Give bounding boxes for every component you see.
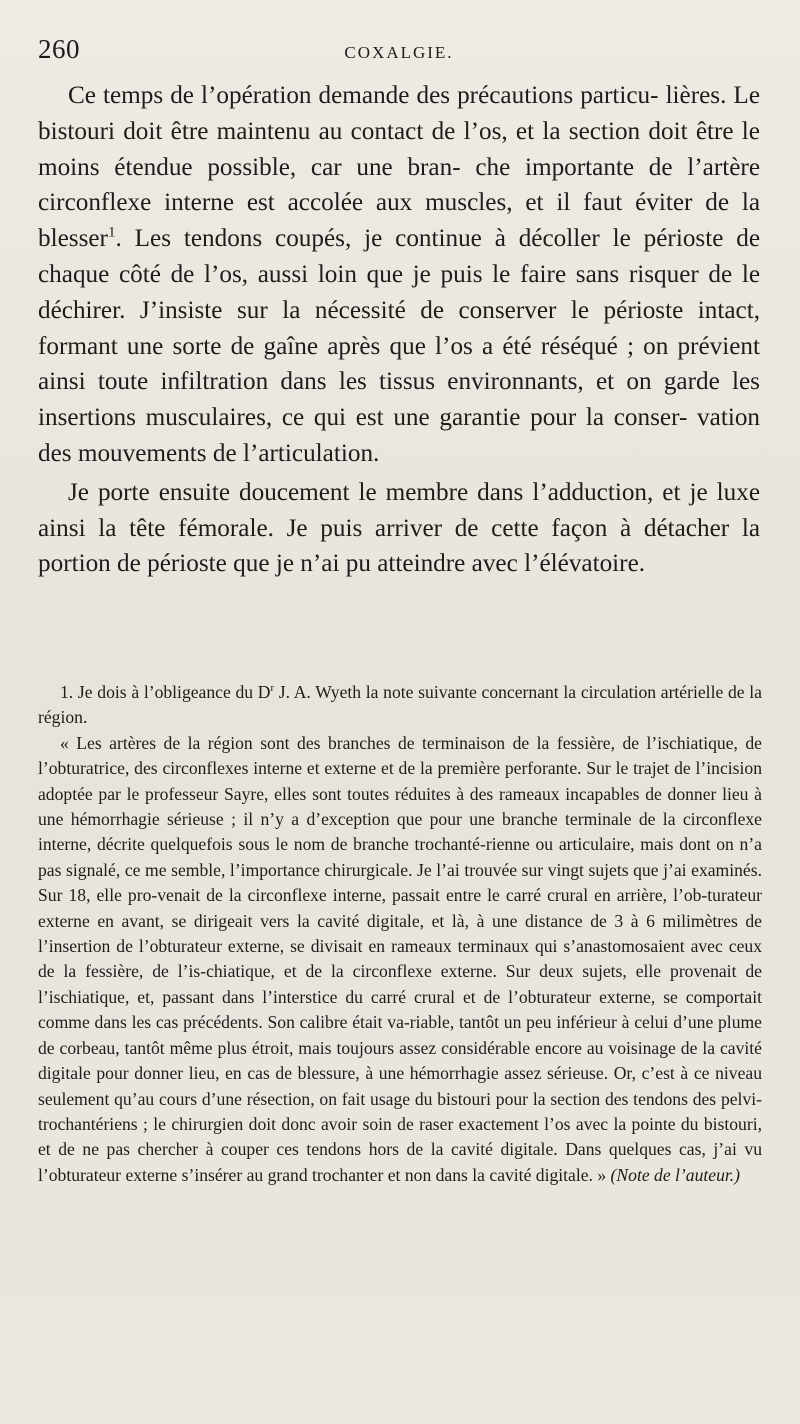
running-title: COXALGIE.	[344, 43, 454, 62]
page-header	[38, 34, 760, 70]
paragraph-2: Je porte ensuite doucement le membre dans l’adduction, et je luxe ainsi la tête fémorale. Je puis arriver de cette façon à détacher la portion de périoste que je n’ai pu atteindre avec l’élévatoire.	[38, 478, 760, 578]
page-number: 260	[38, 34, 80, 64]
footnote-ref: 1	[107, 224, 116, 241]
footnote-1: 1. Je dois à l’obligeance du $D^r$ J. A. Wyeth la note suivante concernant la circulation artérielle de la région.	[38, 682, 762, 728]
footnote-attribution: (Note de l’auteur.)	[610, 1164, 741, 1185]
footnote	[38, 680, 762, 1188]
main-text	[38, 78, 760, 582]
paragraph-1: Ce temps de l’opération demande des précautions particu- lières. Le bistouri doit être maintenu au contact de l’os, et la section doit être le moins étendue possible, car une bran- che importante de l’artère circonflexe interne est accolée aux muscles, et il faut éviter de la blesser$^1$. Les tendons coupés, je continue à décoller le périoste de chaque côté de l’os, aussi loin que je puis le faire sans risquer de le déchirer. J’insiste sur la nécessité de conserver le périoste intact, formant une sorte de gaîne après que l’os a été réséqué ; on prévient ainsi toute infiltration dans les tissus environnants, et on garde les insertions musculaires, ce qui est une garantie pour la conser- vation des mouvements de l’articulation.	[38, 82, 761, 467]
footnote-quote: « Les artères de la région sont des branches de terminaison de la fessière, de l’ischiatique, de l’obturatrice, des circonflexes interne et externe et de la première perforante. Sur le trajet de l’incision adoptée par le professeur Sayre, elles sont toutes réduites à des rameaux incapables de donner lieu à une hémorrhagie sérieuse ; il n’y a d’exception que pour une branche terminale de la circonflexe interne, décrite quelquefois sous le nom de branche trochanté-rienne ou articulaire, mais dont on n’a pas signalé, ce me semble, l’importance chirurgicale. Je l’ai trouvée sur vingt sujets que j’ai examinés. Sur 18, elle pro-venait de la circonflexe interne, passait entre le carré crural en arrière, l’ob-turateur externe en avant, se dirigeait vers la cavité digitale, et là, à une distance de 3 à 6 milimètres de l’insertion de l’obturateur externe, se divisait en rameaux terminaux qui s’anastomosaient avec ceux de la fessière, de l’is-chiatique, et de la circonflexe externe. Sur deux sujets, elle provenait de l’ischiatique, et, passant dans l’interstice du carré crural et de l’obturateur externe, se comportait comme dans les cas précédents. Son calibre était va-riable, tantôt un peu inférieur à celui d’une plume de corbeau, tantôt même plus étroit, mais toujours assez considérable encore au voisinage de la cavité digitale pour donner lieu, en cas de blessure, à une hémorrhagie assez sérieuse. Or, c’est à ce niveau seulement qu’au cours d’une résection, on fait usage du bistouri pour la section des tendons des pelvi-trochantériens ; le chirurgien doit donc avoir soin de raser exactement l’os avec la pointe du bistouri, et de ne pas chercher à couper ces tendons hors de la cavité digitale. Dans quelques cas, j’ai vu l’obturateur externe s’insérer au grand trochanter et non dans la cavité digitale. » (Note de l’auteur.)	[38, 732, 762, 1185]
